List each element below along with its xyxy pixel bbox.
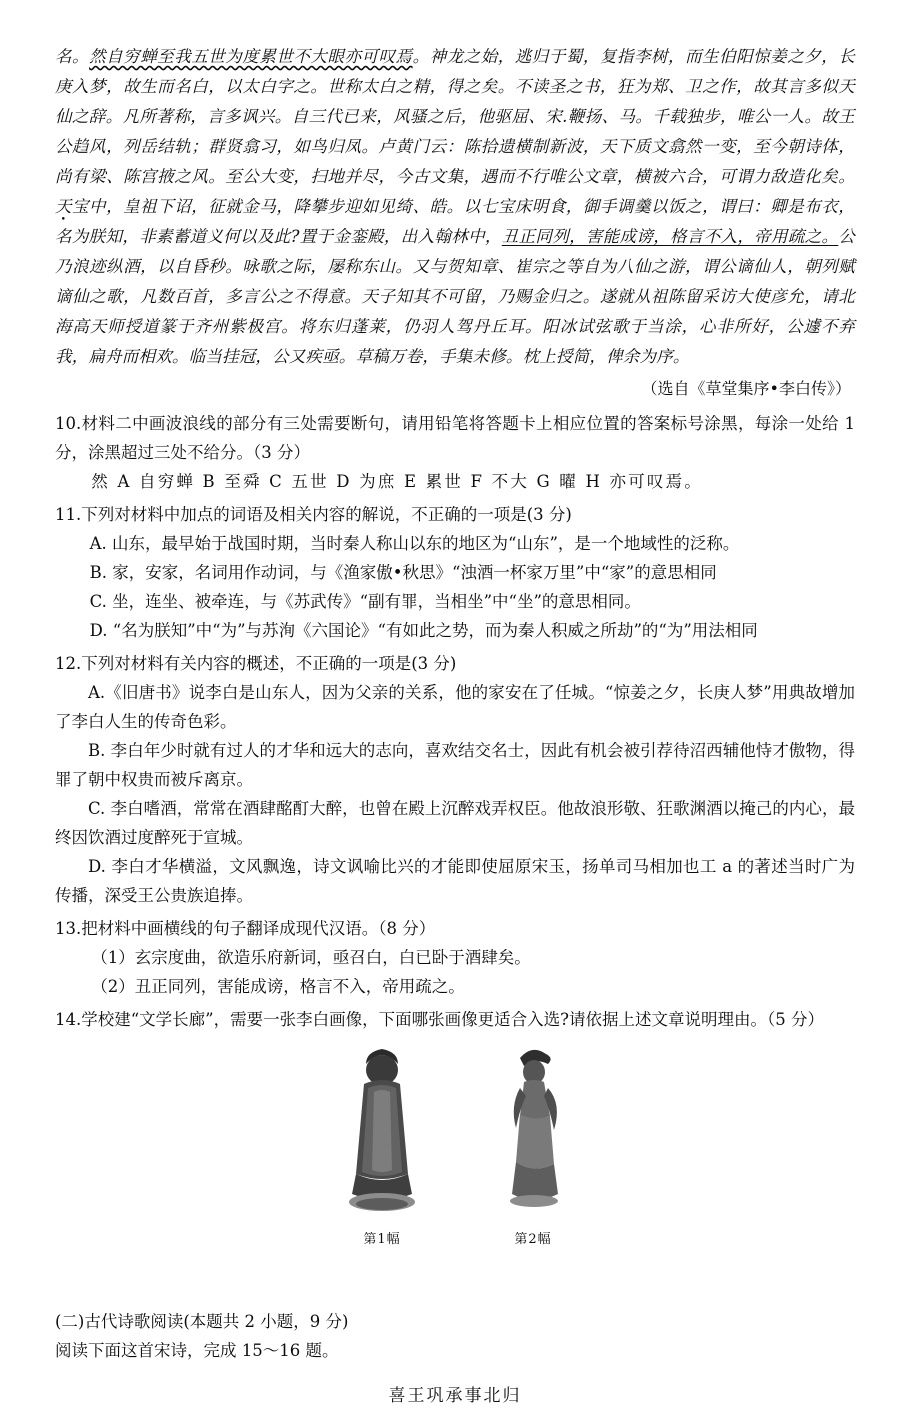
question-13 [55,914,855,1001]
portrait-figures [55,1044,855,1247]
section-two-instruction: 阅读下面这首宋诗，完成 15～16 题。 [55,1341,339,1360]
poem-title: 喜王巩承事北归 [388,1386,522,1406]
figure-2 [490,1044,576,1247]
question-13-sub-2: （2）丑正同列，害能成谤，格言不入，帝用疏之。 [91,977,465,996]
passage-source: （选自《草堂集序•李白传》） [641,379,851,398]
question-12-option-b: B. 李白年少时就有过人的才华和远大的志向，喜欢结交名士，因此有机会被引荐待沼西辅他恃才傲物，得罪了朝中权贵而被斥离京。 [55,741,855,789]
question-12-text: 下列对材料有关内容的概述，不正确的一项是(3 分) [81,654,457,673]
question-14-text: 学校建“文学长廊”，需要一张李白画像，下面哪张画像更适合入选?请依据上述文章说明理由。（5 分） [81,1010,824,1029]
question-12-option-c: C. 李白嗜酒，常常在酒肆酩酊大醉，也曾在殿上沉醉戏弄权臣。他故浪形敬、狂歌渊酒以掩己的内心，最终因饮酒过度醉死于宣城。 [55,799,855,847]
section-two [55,1307,855,1406]
question-14 [55,1005,855,1034]
question-14-number: 14. [55,1010,82,1029]
question-11 [55,500,855,645]
li-bai-portrait-2-icon [490,1044,576,1222]
question-13-sub-1: （1）玄宗度曲，欲造乐府新词，亟召白，白已卧于酒肆矣。 [91,948,531,967]
page-content [55,42,855,1423]
question-10-number: 10. [55,414,82,433]
question-12 [55,649,855,910]
question-14-stem [55,1005,855,1034]
question-12-number: 12. [55,654,82,673]
figure-1-caption: 第1幅 [363,1232,401,1247]
question-13-stem [55,914,855,943]
question-10-sub: 然 A 自穷蝉 B 至舜 C 五世 D 为庶 E 累世 F 不大 G 曜 H 亦可叹焉。 [91,472,703,491]
question-11-option-c: C. 坐，连坐、被牵连，与《苏武传》“副有罪，当相坐”中“坐”的意思相同。 [89,592,641,611]
li-bai-portrait-1-icon [334,1044,430,1222]
question-13-number: 13. [55,919,82,938]
dotted-emphasis-ming: 名 [55,227,72,246]
figure-1 [334,1044,430,1247]
question-11-text: 下列对材料中加点的词语及相关内容的解说，不正确的一项是(3 分) [81,505,572,524]
question-13-text: 把材料中画横线的句子翻译成现代汉语。（8 分） [81,919,436,938]
figure-2-caption: 第2幅 [514,1232,552,1247]
question-12-option-a: A.《旧唐书》说李白是山东人，因为父亲的关系，他的家安在了任城。“惊姜之夕，长庚人梦”用典故增加了李白人生的传奇色彩。 [55,683,855,731]
passage-underline-1: 丑正同列，害能成谤，格言不入，帝用疏之。 [501,227,839,246]
question-11-option-d: D. “名为朕知”中“为”与苏洵《六国论》“有如此之势，而为秦人积威之所劫”的“为”用法相同 [89,621,758,640]
passage-wavy-underline: 然自穷蝉至我五世为度累世不大眼亦可叹焉 [89,47,413,66]
question-12-option-d: D. 李白才华横溢，文风飘逸，诗文讽喻比兴的才能即使屈原宋玉，扬单司马相加也工 a 的著述当时广为传播，深受王公贵族追捧。 [55,857,855,905]
passage-text-part1: 名。 [55,47,90,66]
section-two-heading: (二)古代诗歌阅读(本题共 2 小题，9 分) [55,1312,349,1331]
question-10-text: 材料二中画波浪线的部分有三处需要断句，请用铅笔将答题卡上相应位置的答案标号涂黑，每涂一处给 1 分，涂黑超过三处不给分。（3 分） [55,414,855,462]
question-11-option-b: B. 家，安家，名词用作动词，与《渔家傲•秋思》“浊酒一杯家万里”中“家”的意思相同 [89,563,717,582]
passage-text-part2: 。神龙之始，逃归于蜀，复指李树，而生伯阳惊姜之夕，长庚入梦，故生而名白，以太白字之。世称太白之精，得之矣。不读圣之书，狂为郑、卫之作，故其言多似天仙之辞。凡所著称，言多讽兴。自三代已来，风骚之后，他驱屈、宋.鞭扬、马。千载独步，唯公一人。故王公趋风，列岳结轨；群贤翕习，如鸟归凤。卢黄门云：陈拾遗横制新波，天下质文翕然一变，至今朝诗体，尚有梁、陈宫掖之风。至公大变，扫地并尽，今古文集，遇而不行唯公文章，横被六合，可谓力敌造化矣。天宝中，皇祖下诏，征就金马，降攀步迎如见绮、皓。以七宝床明食，御手调羹以饭之，谓曰：卿是布衣，名为朕知，非素蓄道义何以及此?置于金銮殿，出入翰林中，丑正同列，害能成谤，格言不入，帝用疏之。公乃浪迹纵酒，以自昏秒。咏歌之际，屡称东山。又与贺知章、崔宗之等自为八仙之游，谓公谪仙人，朝列赋谪仙之歌，凡数百首，多言公之不得意。天子知其不可留，乃赐金归之。遂就从祖陈留采访大使彦允，请北海高天师授道篆于齐州紫极宫。将东归蓬莱，仍羽人驾丹丘耳。阳冰试弦歌于当涂，心非所好，公遽不弃我，扁舟而相欢。临当挂冠，公又疾亟。草稿万卷，手集未修。枕上授简，俾余为序。 [55,47,856,366]
question-11-option-a: A. 山东，最早始于战国时期，当时秦人称山以东的地区为“山东”，是一个地域性的泛称。 [89,534,740,553]
question-10 [55,409,855,496]
passage-paragraph [55,42,855,372]
question-11-number: 11. [55,505,82,524]
question-10-stem [55,409,855,467]
question-11-stem [55,500,855,529]
classical-passage [55,42,855,399]
question-12-stem [55,649,855,678]
